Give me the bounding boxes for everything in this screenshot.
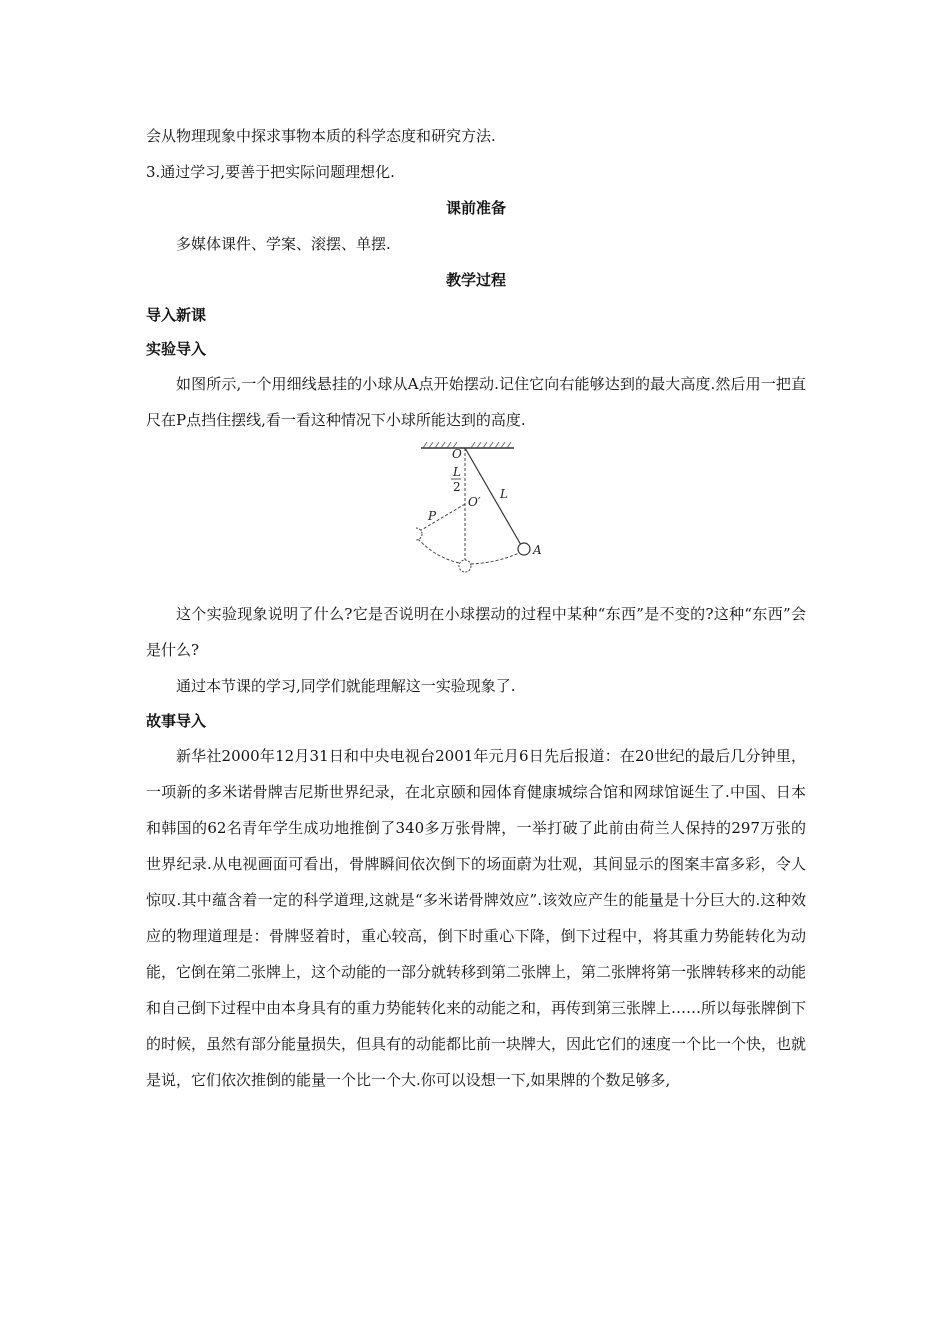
label-L-denominator: 2 [453, 480, 461, 494]
paragraph-objective-end: 会从物理现象中探求事物本质的科学态度和研究方法. [146, 127, 496, 145]
paragraph-preparation: 多媒体课件、学案、滚摆、单摆. [176, 235, 391, 253]
heading-experiment-intro: 实验导入 [146, 340, 207, 358]
paragraph-story: 新华社2000年12月31日和中央电视台2001年元月6日先后报道：在20世纪的最后几分钟里，一项新的多米诺骨牌吉尼斯世界纪录，在北京颐和园体育健康城综合馆和网球馆诞生了.中国、日本和韩国的62名青年学生成功地推倒了340多万张骨牌，一举打破了此前由荷兰人保持的297万张的世界纪录.从电视画面可看出，骨牌瞬间依次倒下的场面蔚为壮观，其间显示的图案丰富多彩，令人惊叹.其中蕴含着一定的科学道理,这就是“多米诺骨牌效应”.该效应产生的能量是十分巨大的.这种效应的物理道理是：骨牌竖着时，重心较高，倒下时重心下降，倒下过程中，将其重力势能转化为动能，它倒在第二张牌上，这个动能的一部分就转移到第二张牌上，第二张牌将第一张牌转移来的动能和自己倒下过程中由本身具有的重力势能转化来的动能之和，再传到第三张牌上……所以每张牌倒下的时候，虽然有部分能量损失，但具有的动能都比前一块牌大，因此它们的速度一个比一个快，也就是说，它们依次推倒的能量一个比一个大.你可以设想一下,如果牌的个数足够多, [146, 747, 807, 1089]
paragraph-question: 这个实验现象说明了什么?它是否说明在小球摆动的过程中某种“东西”是不变的?这种“东西”会是什么? [146, 605, 806, 659]
heading-teaching-process: 教学过程 [445, 271, 506, 289]
label-L: L [500, 487, 508, 501]
label-L-numerator: L [453, 465, 461, 479]
ball-bottom [459, 560, 471, 572]
ball-at-A [518, 543, 530, 555]
short-string-dashed [418, 504, 465, 532]
heading-story-intro: 故事导入 [146, 712, 207, 730]
heading-intro: 导入新课 [146, 306, 207, 324]
paragraph-experiment: 如图所示,一个用细线悬挂的小球从A点开始摆动.记住它向右能够达到的最大高度.然后用一把直尺在P点挡住摆线,看一看这种情况下小球所能达到的高度. [146, 375, 806, 429]
document-page [146, 118, 806, 1098]
label-O-prime: O′ [468, 495, 481, 509]
label-P: P [428, 509, 437, 523]
pendulum-figure [146, 442, 806, 582]
paragraph-objective-3: 3.通过学习,要善于把实际问题理想化. [146, 163, 395, 181]
label-O: O [452, 447, 462, 461]
label-A: A [533, 543, 542, 557]
pendulum-diagram [416, 442, 556, 577]
paragraph-answer: 通过本节课的学习,同学们就能理解这一实验现象了. [176, 677, 516, 695]
swing-arc-dashed [418, 539, 521, 564]
heading-preparation: 课前准备 [445, 199, 506, 217]
ceiling-hatch [423, 442, 511, 448]
